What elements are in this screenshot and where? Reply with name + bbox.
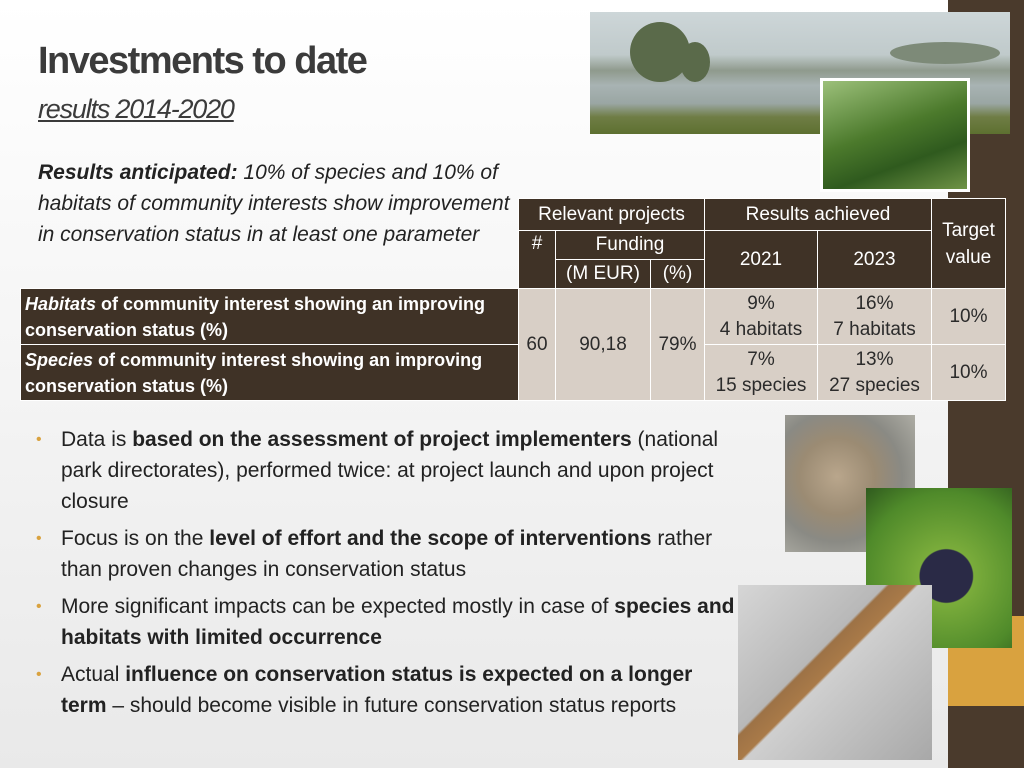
bullet-icon: • bbox=[36, 666, 42, 683]
header-funding: Funding bbox=[556, 231, 705, 260]
bullet-bold: based on the assessment of project implementers bbox=[132, 428, 632, 451]
list-item bbox=[36, 591, 736, 653]
anticipated-colon: : bbox=[230, 161, 238, 184]
list-item bbox=[36, 523, 736, 585]
cell-species-2021-count: 15 species bbox=[715, 374, 807, 396]
cell-species-2021 bbox=[705, 345, 818, 401]
row-label-species-rest: of community interest showing an improving conservation status (%) bbox=[25, 349, 483, 396]
cell-species-2021-pct: 7% bbox=[747, 348, 775, 370]
cell-habitats-2023 bbox=[818, 289, 932, 345]
row-label-species bbox=[21, 345, 519, 401]
cell-habitats-2021-count: 4 habitats bbox=[719, 318, 803, 340]
anticipated-body: 10% of species and 10% of habitats of community interests show improvement in conservation status in at least one parameter bbox=[38, 161, 510, 246]
bullet-text: More significant impacts can be expected mostly in case of bbox=[61, 595, 615, 618]
header-num: # bbox=[519, 231, 556, 289]
cell-funding-pct: 79% bbox=[651, 289, 705, 401]
table-row bbox=[21, 345, 1006, 401]
bats-photo bbox=[738, 585, 932, 760]
bullet-text: – should become visible in future conservation status reports bbox=[106, 694, 677, 717]
bullet-icon: • bbox=[36, 598, 42, 615]
cell-funding: 90,18 bbox=[556, 289, 651, 401]
cell-species-2023 bbox=[818, 345, 932, 401]
cell-species-2023-pct: 13% bbox=[855, 348, 894, 370]
list-item bbox=[36, 659, 736, 721]
bullet-icon: • bbox=[36, 530, 42, 547]
header-target-value: Target value bbox=[932, 199, 1006, 289]
table-row bbox=[21, 289, 1006, 345]
header-results-achieved: Results achieved bbox=[705, 199, 932, 231]
results-table bbox=[20, 198, 1006, 401]
header-meur: (M EUR) bbox=[556, 260, 651, 289]
anticipated-lead: Results anticipated bbox=[38, 161, 231, 184]
cell-species-target: 10% bbox=[932, 345, 1006, 401]
bullet-bold: influence on conservation status is expected on a longer term bbox=[61, 663, 693, 717]
bullet-bold: level of effort and the scope of interventions bbox=[209, 527, 652, 550]
cell-habitats-target: 10% bbox=[932, 289, 1006, 345]
row-label-habitats bbox=[21, 289, 519, 345]
cell-num: 60 bbox=[519, 289, 556, 401]
bullet-text: rather than proven changes in conservation status bbox=[61, 527, 713, 581]
bullet-text: Data is bbox=[61, 428, 133, 451]
bullet-text: Actual bbox=[61, 663, 126, 686]
header-2023: 2023 bbox=[818, 231, 932, 289]
header-pct: (%) bbox=[651, 260, 705, 289]
bullet-text: Focus is on the bbox=[61, 527, 210, 550]
table-corner bbox=[21, 199, 519, 289]
page-title: Investments to date bbox=[38, 40, 367, 82]
forest-photo bbox=[820, 78, 970, 192]
header-2021: 2021 bbox=[705, 231, 818, 289]
bullet-text: (national park directorates), performed twice: at project launch and upon project closure bbox=[61, 428, 719, 513]
cell-species-2023-count: 27 species bbox=[829, 374, 920, 396]
cell-habitats-2021-pct: 9% bbox=[747, 292, 775, 314]
bullet-bold: species and habitats with limited occurrence bbox=[61, 595, 735, 649]
row-label-species-italic: Species bbox=[25, 349, 94, 370]
list-item bbox=[36, 424, 736, 517]
page-subtitle: results 2014-2020 bbox=[38, 94, 234, 124]
row-label-habitats-italic: Habitats bbox=[25, 293, 97, 314]
bullet-icon: • bbox=[36, 431, 42, 448]
header-relevant-projects: Relevant projects bbox=[519, 199, 705, 231]
cell-habitats-2021 bbox=[705, 289, 818, 345]
cell-habitats-2023-count: 7 habitats bbox=[833, 318, 916, 340]
cell-habitats-2023-pct: 16% bbox=[855, 292, 894, 314]
row-label-habitats-rest: of community interest showing an improving conservation status (%) bbox=[25, 293, 486, 340]
bullet-list bbox=[36, 424, 736, 727]
